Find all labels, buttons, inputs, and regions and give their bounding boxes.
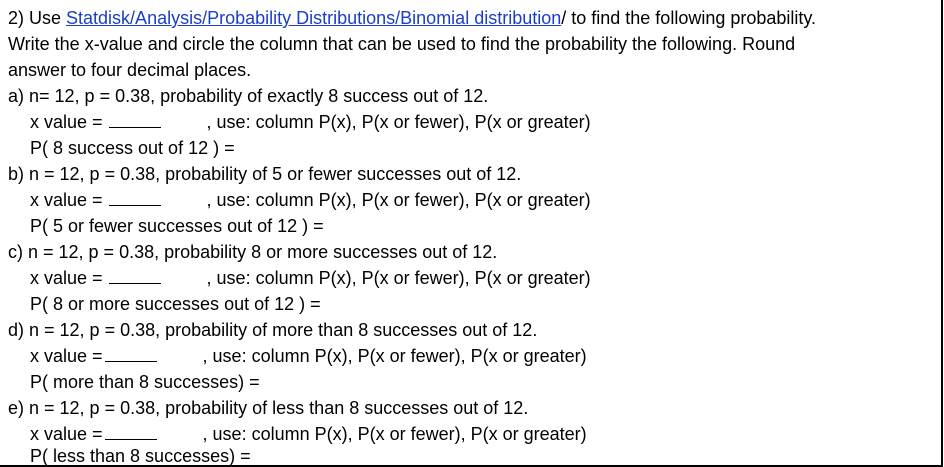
part-b-xvalue-row — [30, 189, 591, 211]
part-d-heading: d) n = 12, p = 0.38, probability of more than 8 successes out of 12. — [8, 320, 538, 340]
part-d-probability: P( more than 8 successes) = — [30, 372, 260, 392]
column-choice-text: , use: column P(x), P(x or fewer), P(x or greater) — [206, 112, 591, 132]
part-e-probability: P( less than 8 successes) = — [30, 446, 251, 466]
xvalue-blank[interactable] — [105, 346, 157, 362]
intro-line-2: Write the x-value and circle the column that can be used to find the probability the following. Round — [8, 34, 796, 54]
xvalue-label: x value = — [30, 190, 103, 210]
intro-line-1 — [8, 7, 816, 29]
intro-line-3: answer to four decimal places. — [8, 60, 252, 80]
part-c-heading: c) n = 12, p = 0.38, probability 8 or more successes out of 12. — [8, 242, 498, 262]
xvalue-label: x value = — [30, 268, 103, 288]
part-b-probability: P( 5 or fewer successes out of 12 ) = — [30, 216, 324, 236]
intro-prefix: 2) Use — [8, 8, 67, 28]
part-c-probability: P( 8 or more successes out of 12 ) = — [30, 294, 321, 314]
column-choice-text: , use: column P(x), P(x or fewer), P(x or greater) — [202, 424, 587, 444]
column-choice-text: , use: column P(x), P(x or fewer), P(x or greater) — [206, 190, 591, 210]
intro-suffix: / to find the following probability. — [561, 8, 817, 28]
part-b-heading: b) n = 12, p = 0.38, probability of 5 or fewer successes out of 12. — [8, 164, 522, 184]
xvalue-label: x value = — [30, 112, 103, 132]
part-c-xvalue-row — [30, 267, 591, 289]
column-choice-text: , use: column P(x), P(x or fewer), P(x or greater) — [202, 346, 587, 366]
statdisk-path-link[interactable]: Statdisk/Analysis/Probability Distributions/Binomial distribution — [66, 8, 562, 28]
xvalue-blank[interactable] — [109, 190, 161, 206]
xvalue-label: x value = — [30, 424, 103, 444]
xvalue-label: x value = — [30, 346, 103, 366]
xvalue-blank[interactable] — [109, 268, 161, 284]
xvalue-blank[interactable] — [105, 424, 157, 440]
part-e-heading: e) n = 12, p = 0.38, probability of less than 8 successes out of 12. — [8, 398, 529, 418]
part-a-probability: P( 8 success out of 12 ) = — [30, 138, 235, 158]
part-e-xvalue-row — [30, 423, 587, 445]
part-a-heading: a) n= 12, p = 0.38, probability of exactly 8 success out of 12. — [8, 86, 489, 106]
part-d-xvalue-row — [30, 345, 587, 367]
xvalue-blank[interactable] — [109, 112, 161, 128]
part-a-xvalue-row — [30, 111, 591, 133]
column-choice-text: , use: column P(x), P(x or fewer), P(x or greater) — [206, 268, 591, 288]
